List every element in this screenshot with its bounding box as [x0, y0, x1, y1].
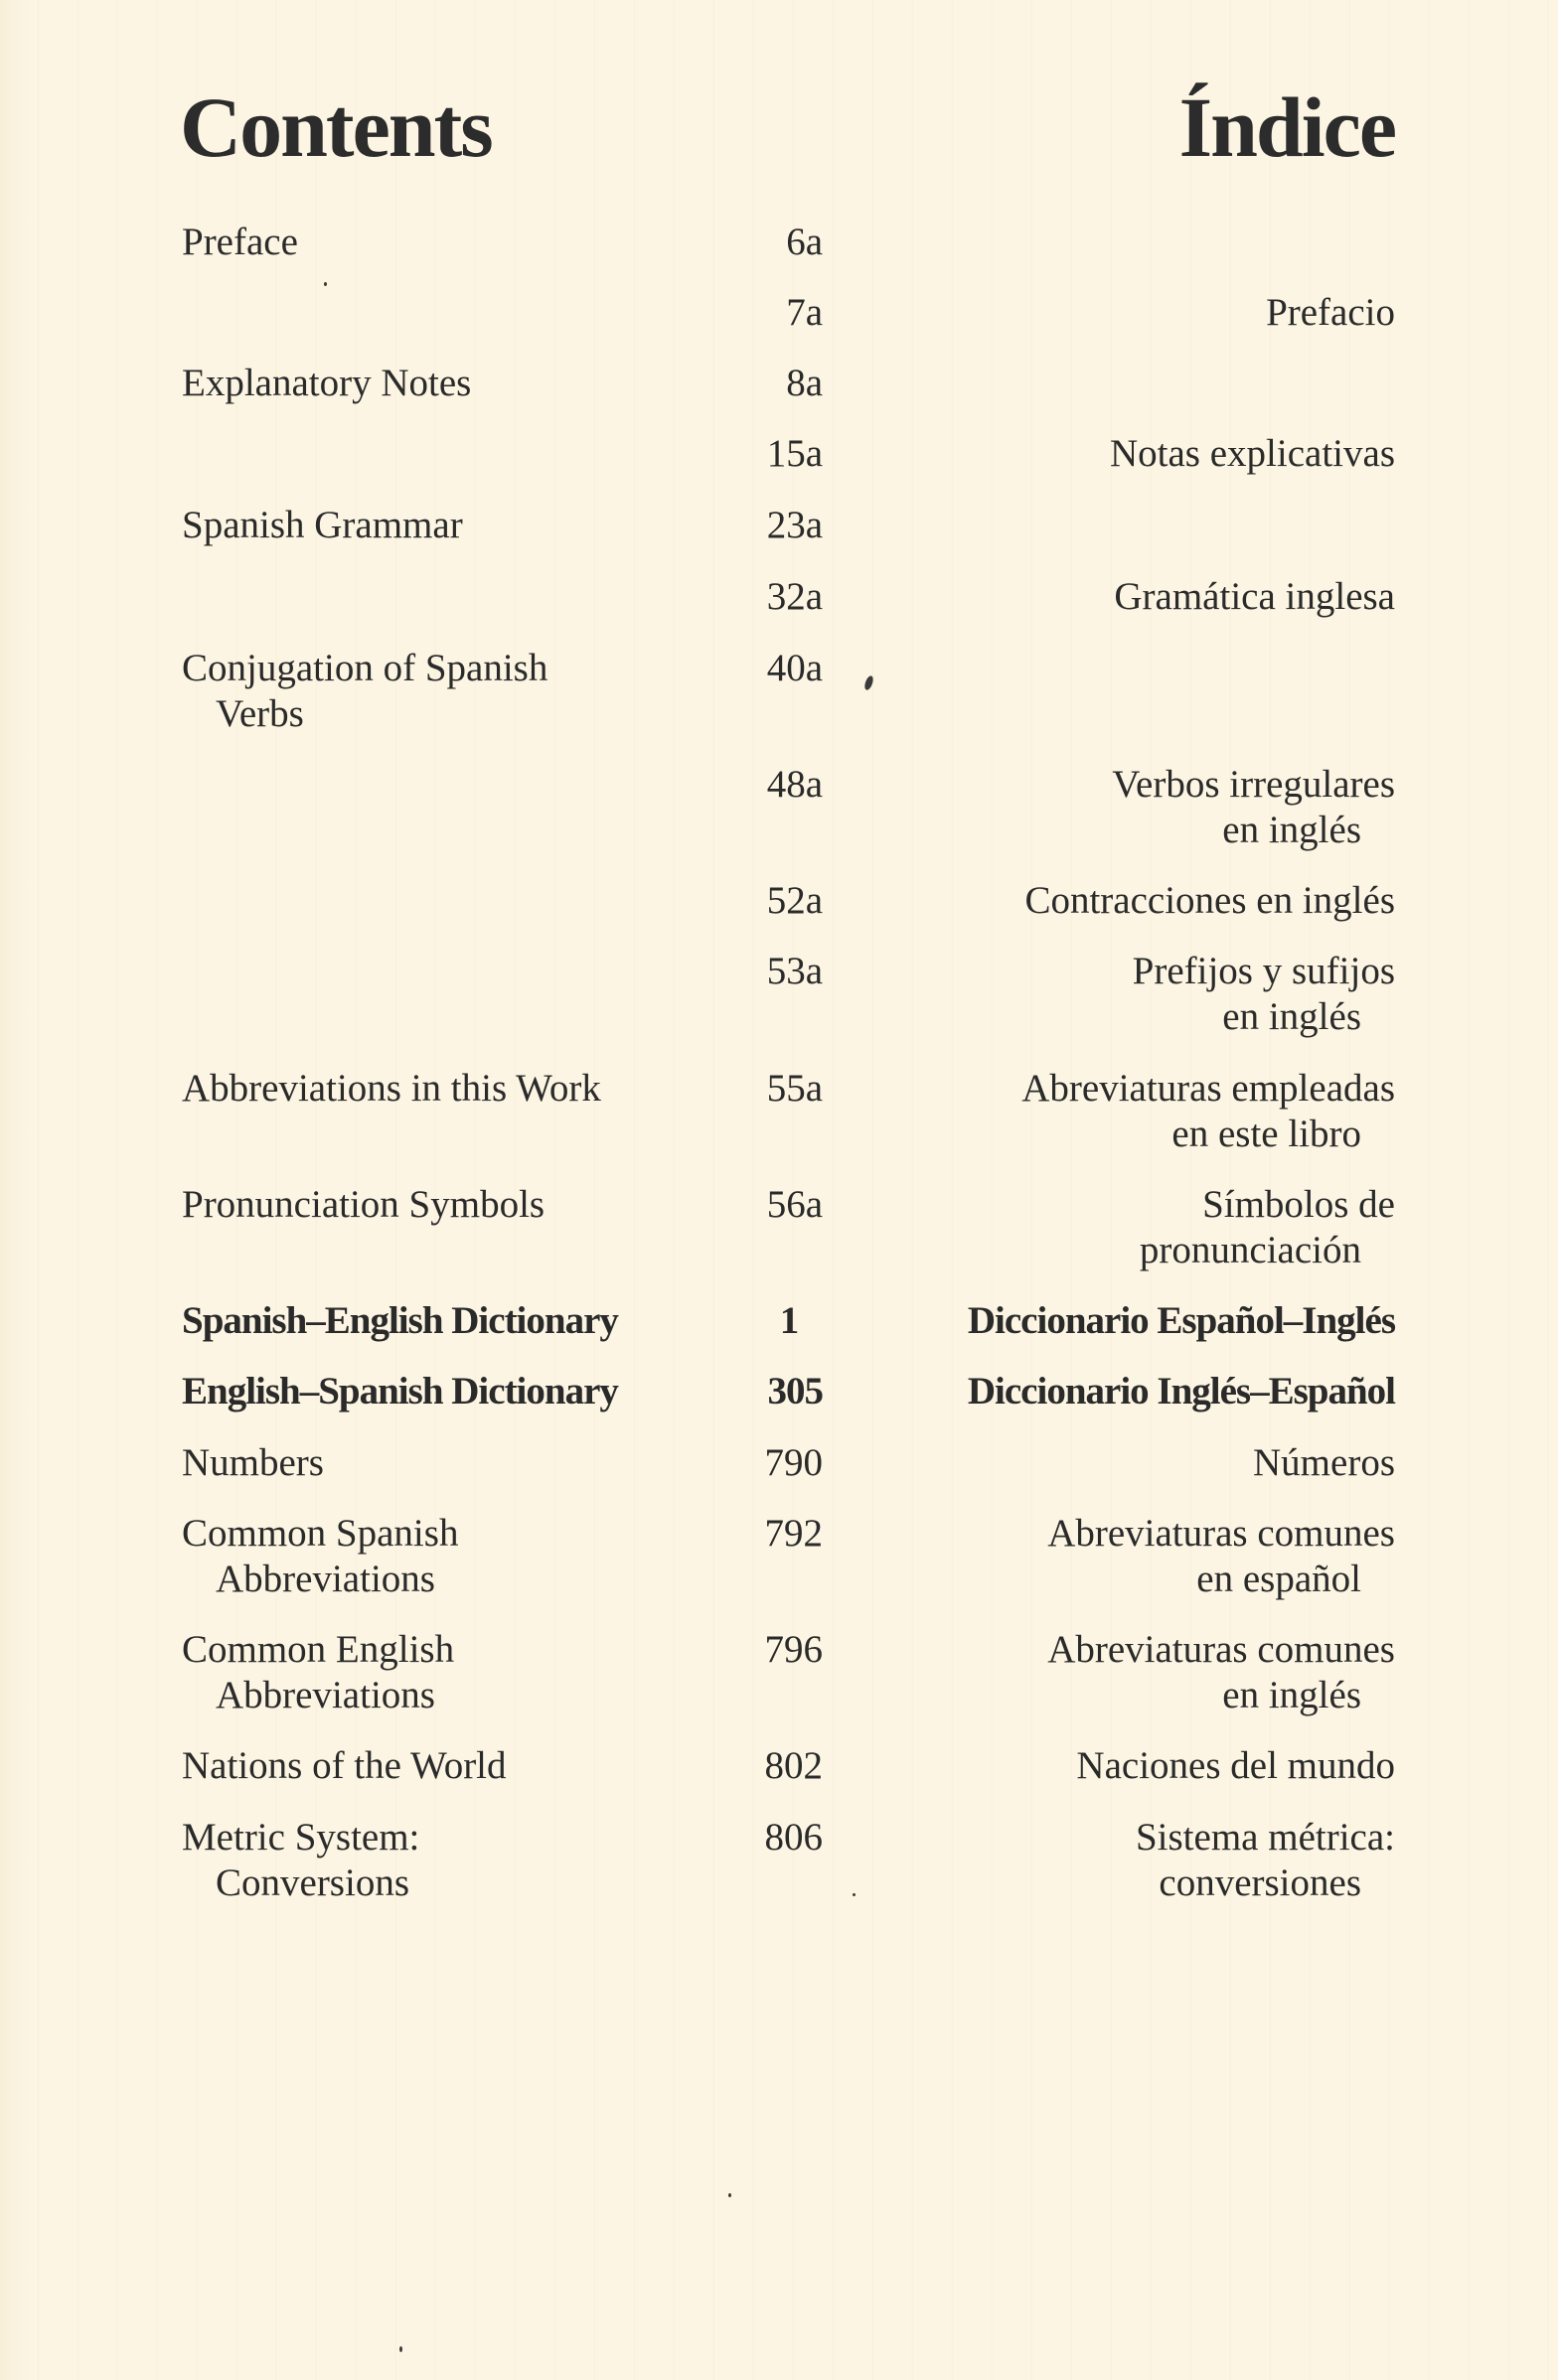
ink-speck	[853, 1893, 856, 1896]
english-entry[interactable]: Spanish–English Dictionary	[182, 1299, 618, 1342]
indice-heading: Índice	[1178, 79, 1395, 175]
spanish-entry[interactable]: Símbolos de pronunciación	[1139, 1183, 1395, 1271]
english-entry[interactable]: Abbreviations in this Work	[182, 1067, 601, 1110]
spanish-entry[interactable]: Notas explicativas	[1110, 432, 1395, 475]
spanish-entry[interactable]: Números	[1253, 1441, 1395, 1484]
english-entry[interactable]: Spanish Grammar	[182, 504, 463, 546]
spanish-entry[interactable]: Abreviaturas comunes en español	[1047, 1512, 1395, 1600]
english-entry[interactable]: Preface	[182, 221, 298, 263]
english-entry[interactable]: Common Spanish Abbreviations	[182, 1512, 459, 1600]
page-number: 56a	[766, 1183, 823, 1226]
page-number: 15a	[766, 432, 823, 475]
page-number: 48a	[766, 763, 823, 806]
ink-speck	[324, 282, 327, 286]
spanish-entry[interactable]: Naciones del mundo	[1076, 1744, 1395, 1787]
page-number: 802	[764, 1744, 823, 1787]
page-number: 806	[764, 1816, 823, 1859]
spanish-entry[interactable]: Prefijos y sufijos en inglés	[1132, 950, 1395, 1038]
english-entry[interactable]: Numbers	[182, 1441, 324, 1484]
spanish-entry[interactable]: Diccionario Inglés–Español	[967, 1370, 1395, 1413]
english-entry[interactable]: Common English Abbreviations	[182, 1628, 455, 1716]
spanish-entry[interactable]: Gramática inglesa	[1114, 575, 1395, 618]
page-number: 796	[764, 1628, 823, 1671]
spanish-entry[interactable]: Diccionario Español–Inglés	[967, 1299, 1395, 1342]
page-number: 7a	[786, 291, 823, 334]
english-entry[interactable]: Conjugation of Spanish Verbs	[182, 647, 548, 735]
page-number: 792	[764, 1512, 823, 1555]
english-entry[interactable]: Metric System: Conversions	[182, 1816, 420, 1904]
page-number: 52a	[766, 879, 823, 922]
contents-heading: Contents	[180, 79, 492, 175]
spanish-entry[interactable]: Abreviaturas empleadas en este libro	[1021, 1067, 1395, 1155]
page-number: 305	[767, 1370, 823, 1413]
english-entry[interactable]: Nations of the World	[182, 1744, 507, 1787]
page-number: 790	[764, 1441, 823, 1484]
page-number: 55a	[766, 1067, 823, 1110]
page-number: 53a	[766, 950, 823, 992]
spanish-entry[interactable]: Sistema métrica: conversiones	[1135, 1816, 1395, 1904]
page-number: 23a	[766, 504, 823, 546]
page-number: 6a	[786, 221, 823, 263]
spanish-entry[interactable]: Verbos irregulares en inglés	[1112, 763, 1395, 851]
page-number: 8a	[786, 362, 823, 404]
spanish-entry[interactable]: Prefacio	[1266, 291, 1395, 334]
english-entry[interactable]: Pronunciation Symbols	[182, 1183, 545, 1226]
page-number: 32a	[766, 575, 823, 618]
spanish-entry[interactable]: Contracciones en inglés	[1024, 879, 1395, 922]
spanish-entry[interactable]: Abreviaturas comunes en inglés	[1047, 1628, 1395, 1716]
english-entry[interactable]: Explanatory Notes	[182, 362, 472, 404]
ink-speck	[399, 2346, 402, 2352]
ink-speck	[863, 674, 875, 690]
page-number: 40a	[766, 647, 823, 689]
english-entry[interactable]: English–Spanish Dictionary	[182, 1370, 618, 1413]
ink-speck	[728, 2193, 731, 2197]
page-number: 1	[779, 1299, 799, 1342]
